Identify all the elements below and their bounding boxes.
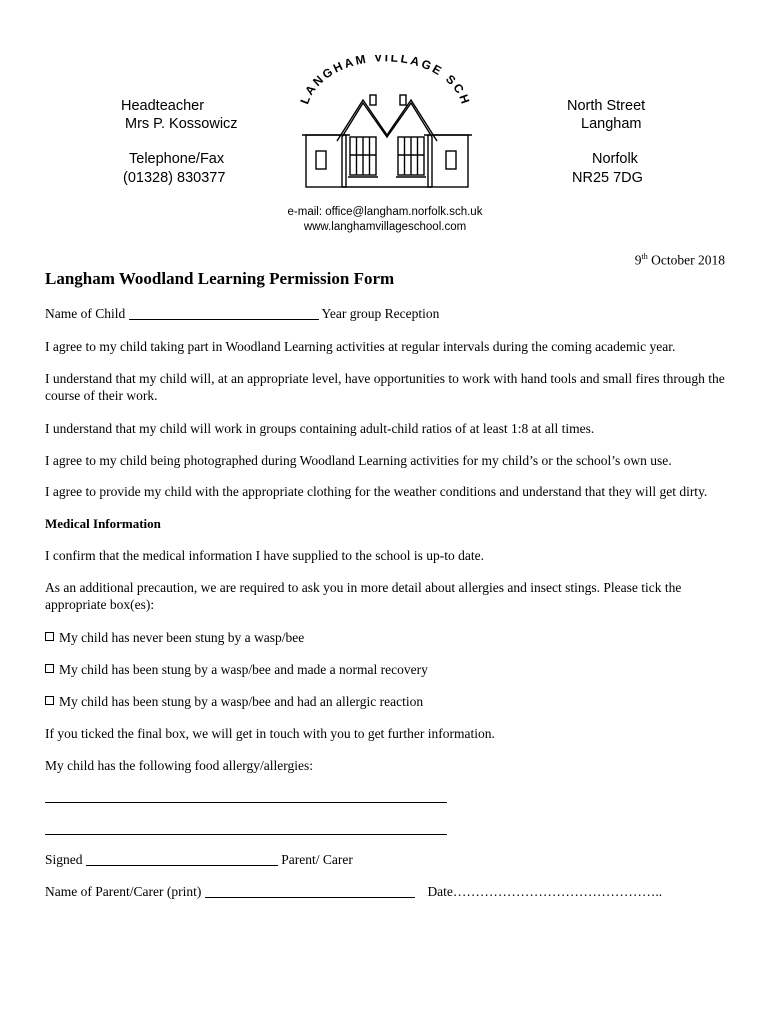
option-never-stung[interactable] <box>45 629 304 646</box>
address-county: Norfolk <box>592 151 638 167</box>
school-logo <box>290 55 480 195</box>
phone-label: Telephone/Fax <box>129 151 225 167</box>
option-normal-recovery[interactable] <box>45 661 428 678</box>
child-name-label: Name of Child <box>45 306 126 321</box>
address-postcode: NR25 7DG <box>572 170 643 186</box>
option-label: My child has been stung by a wasp/bee and had an allergic reaction <box>59 694 424 709</box>
print-name-row <box>45 883 662 900</box>
allergy-label: My child has the following food allergy/allergies: <box>45 758 313 773</box>
phone-number: (01328) 830377 <box>123 170 226 186</box>
child-name-row <box>45 305 439 322</box>
headteacher-label: Headteacher <box>121 98 205 114</box>
allergic-reaction-checkbox[interactable] <box>45 696 54 705</box>
agreement-woodland: I agree to my child taking part in Woodland Learning activities at regular intervals during the coming academic year. <box>45 339 676 354</box>
precaution-text: As an additional precaution, we are required to ask you in more detail about allergies and insect stings. Please tick the appropriate box(es): <box>45 580 682 612</box>
medical-heading: Medical Information <box>45 516 161 531</box>
date-field[interactable]: Date……………………………………….. <box>427 884 663 899</box>
option-label: My child has been stung by a wasp/bee and made a normal recovery <box>59 662 428 677</box>
normal-recovery-checkbox[interactable] <box>45 664 54 673</box>
year-group-label: Year group Reception <box>321 306 440 321</box>
allergy-line-1[interactable] <box>45 802 447 803</box>
letter-date: 9th October 2018 <box>634 252 725 268</box>
agreement-photographs: I agree to my child being photographed during Woodland Learning activities for my child’s or the school’s own use. <box>45 453 672 468</box>
never-stung-checkbox[interactable] <box>45 632 54 641</box>
option-allergic-reaction[interactable] <box>45 693 423 710</box>
agreement-tools: I understand that my child will, at an appropriate level, have opportunities to work with hand tools and small fires through the course of their work. <box>45 371 725 403</box>
print-name-field[interactable] <box>205 885 415 898</box>
agreement-clothing: I agree to provide my child with the appropriate clothing for the weather conditions and understand that they will get dirty. <box>45 484 708 499</box>
form-title: Langham Woodland Learning Permission Form <box>45 269 395 288</box>
address-street: North Street <box>567 98 646 114</box>
school-email: e-mail: office@langham.norfolk.sch.uk <box>287 206 483 218</box>
signature-field[interactable] <box>86 853 278 866</box>
signed-label: Signed <box>45 852 83 867</box>
print-name-label: Name of Parent/Carer (print) <box>45 884 202 899</box>
allergy-line-2[interactable] <box>45 834 447 835</box>
svg-text:LANGHAM VILLAGE SCHOOL <box>290 55 473 108</box>
address-town: Langham <box>581 116 642 132</box>
agreement-ratios: I understand that my child will work in groups containing adult-child ratios of at least 1:8 at all times. <box>45 421 595 436</box>
option-label: My child has never been stung by a wasp/bee <box>59 630 305 645</box>
school-website: www.langhamvillageschool.com <box>303 221 467 233</box>
headteacher-name: Mrs P. Kossowicz <box>125 116 238 132</box>
signature-row <box>45 851 353 868</box>
logo-arc-text: LANGHAM VILLAGE SCH <box>297 55 474 108</box>
parent-carer-label: Parent/ Carer <box>281 852 353 867</box>
child-name-field[interactable] <box>129 307 319 320</box>
medical-confirm: I confirm that the medical information I have supplied to the school is up-to date. <box>45 548 485 563</box>
followup-text: If you ticked the final box, we will get in touch with you to get further information. <box>45 726 495 741</box>
